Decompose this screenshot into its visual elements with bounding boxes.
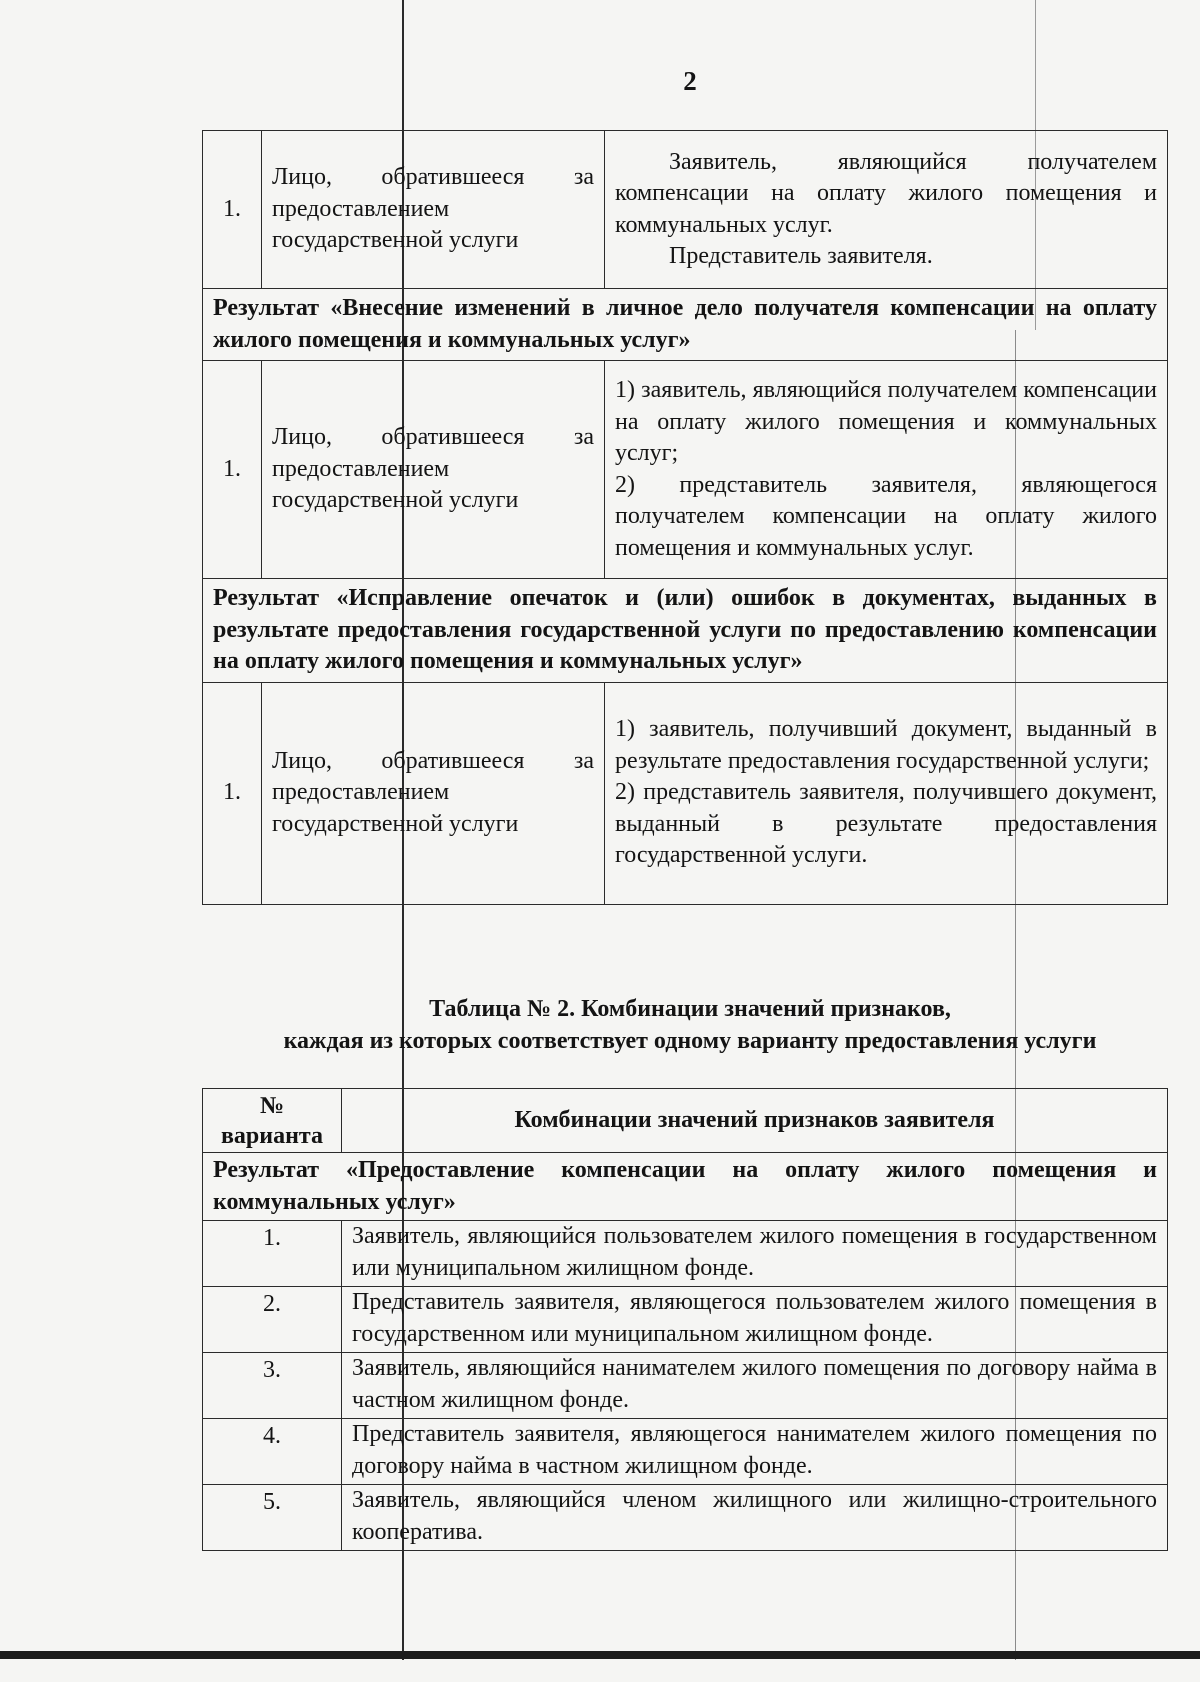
description-line: 1) заявитель, являющийся получателем компенсации на оплату жилого помещения и коммунальных услуг; — [615, 377, 1157, 466]
applicant-description — [605, 131, 1168, 289]
header-line: варианта — [220, 1122, 324, 1149]
table-row — [203, 131, 1168, 289]
result-row — [203, 1153, 1168, 1221]
description-line: Представитель заявителя. — [669, 243, 933, 269]
result-heading: Результат «Исправление опечаток и (или) ошибок в документах, выданных в результате предоставления государственной услуги по предоставлению компенсации на оплату жилого помещения и коммунальных услуг» — [203, 579, 1168, 683]
variant-description: Представитель заявителя, являющегося нанимателем жилого помещения по договору найма в частном жилищном фонде. — [342, 1419, 1168, 1485]
variant-combinations-table — [202, 1088, 1168, 1551]
applicant-table — [202, 130, 1168, 905]
variant-number: 1. — [203, 1221, 342, 1287]
row-number: 1. — [203, 361, 262, 579]
table-row — [203, 1419, 1168, 1485]
header-line: № — [259, 1092, 285, 1119]
variant-number: 4. — [203, 1419, 342, 1485]
row-number: 1. — [203, 682, 262, 904]
table-title-line: каждая из которых соответствует одному варианту предоставления услуги — [283, 1028, 1097, 1054]
column-header-variant-number — [203, 1089, 342, 1153]
table-2-title — [200, 993, 1180, 1057]
applicant-description — [605, 682, 1168, 904]
table-row — [203, 1287, 1168, 1353]
description-line: 1) заявитель, получивший документ, выданный в результате предоставления государственной услуги; — [615, 716, 1157, 774]
variant-number: 3. — [203, 1353, 342, 1419]
result-row — [203, 579, 1168, 683]
variant-description: Заявитель, являющийся нанимателем жилого помещения по договору найма в частном жилищном фонде. — [342, 1353, 1168, 1419]
table-row — [203, 1485, 1168, 1551]
table-row — [203, 682, 1168, 904]
table-header-row — [203, 1089, 1168, 1153]
result-heading: Результат «Предоставление компенсации на оплату жилого помещения и коммунальных услуг» — [203, 1153, 1168, 1221]
result-heading: Результат «Внесение изменений в личное дело получателя компенсации на оплату жилого помещения и коммунальных услуг» — [203, 289, 1168, 361]
variant-number: 5. — [203, 1485, 342, 1551]
description-line: 2) представитель заявителя, являющегося получателем компенсации на оплату жилого помещения и коммунальных услуг. — [615, 471, 1157, 561]
row-number: 1. — [203, 131, 262, 289]
column-header-combinations: Комбинации значений признаков заявителя — [342, 1089, 1168, 1153]
scan-artifact-bottom-edge — [0, 1651, 1200, 1659]
applicant-category: Лицо, обратившееся за предоставлением государственной услуги — [262, 682, 605, 904]
applicant-category: Лицо, обратившееся за предоставлением государственной услуги — [262, 361, 605, 579]
description-line: Заявитель, являющийся получателем компенсации на оплату жилого помещения и коммунальных услуг. — [615, 148, 1157, 238]
result-row — [203, 289, 1168, 361]
variant-description: Заявитель, являющийся членом жилищного или жилищно-строительного кооператива. — [342, 1485, 1168, 1551]
applicant-category: Лицо, обратившееся за предоставлением государственной услуги — [262, 131, 605, 289]
applicant-description — [605, 361, 1168, 579]
table-title-line: Таблица № 2. Комбинации значений признаков, — [429, 996, 951, 1022]
description-line: 2) представитель заявителя, получившего документ, выданный в результате предоставления государственной услуги. — [615, 779, 1157, 869]
page-number: 2 — [683, 66, 697, 96]
table-row — [203, 361, 1168, 579]
variant-description: Представитель заявителя, являющегося пользователем жилого помещения в государственном или муниципальном жилищном фонде. — [342, 1287, 1168, 1353]
table-row — [203, 1353, 1168, 1419]
variant-number: 2. — [203, 1287, 342, 1353]
variant-description: Заявитель, являющийся пользователем жилого помещения в государственном или муниципальном жилищном фонде. — [342, 1221, 1168, 1287]
table-row — [203, 1221, 1168, 1287]
